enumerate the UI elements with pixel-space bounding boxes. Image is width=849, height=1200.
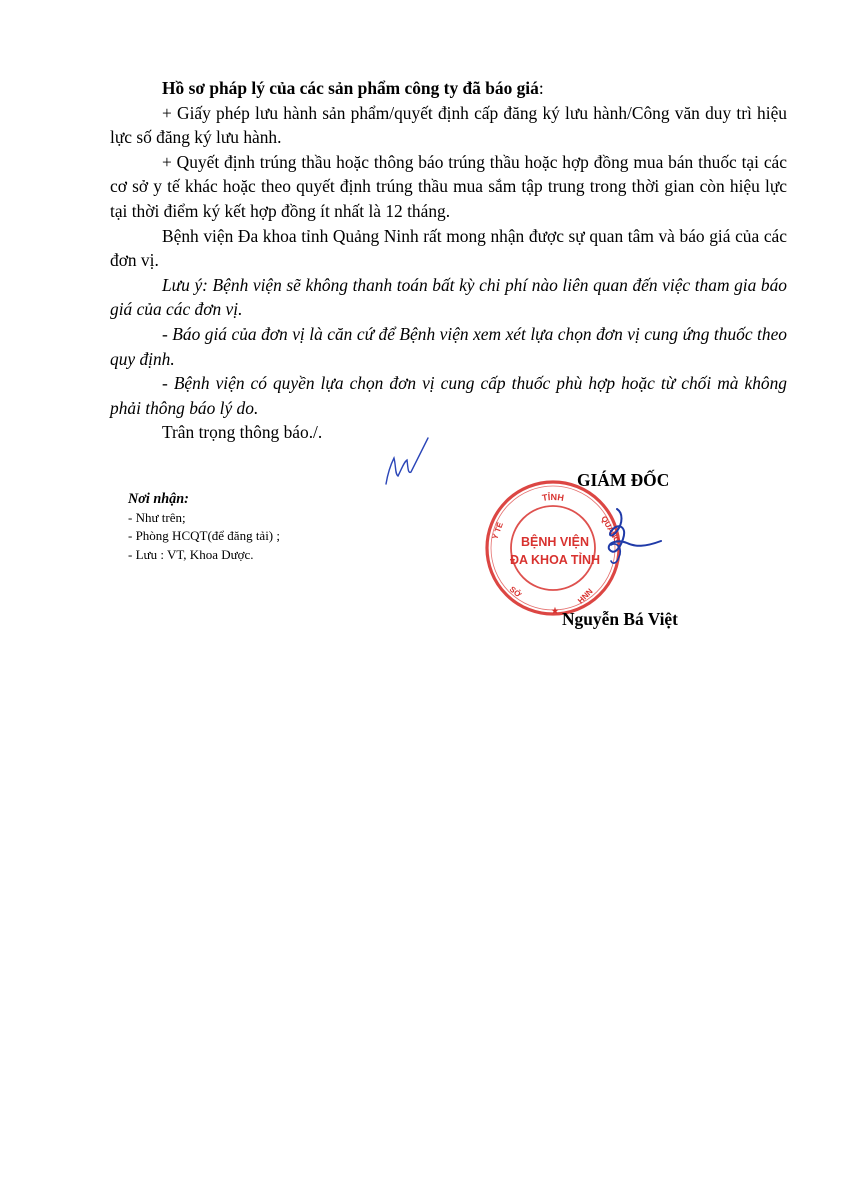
recipient-item: - Lưu : VT, Khoa Dược. <box>128 546 254 562</box>
heading-colon: : <box>538 78 544 98</box>
seal-ring-bottom-left: SỞ <box>507 584 523 600</box>
signer-title: GIÁM ĐỐC <box>577 470 670 490</box>
initial-signature-icon <box>380 432 432 490</box>
seal-ring-left: Y TẾ <box>490 521 505 541</box>
heading-text: Hồ sơ pháp lý của các sản phẩm công ty đã báo giá <box>162 78 539 98</box>
signer-name: Nguyễn Bá Việt <box>562 609 678 629</box>
paragraph-award-decision: + Quyết định trúng thầu hoặc thông báo trúng thầu hoặc hợp đồng mua bán thuốc tại các cơ sở y tế khác hoặc theo quyết định trúng thầu mua sắm tập trung trong thời gian còn hiệu lực tại thời điểm ký kết hợp đồng ít nhất là 12 tháng. <box>110 151 787 221</box>
note-quote-basis: - Báo giá của đơn vị là căn cứ để Bệnh viện xem xét lựa chọn đơn vị cung ứng thuốc theo quy định. <box>110 323 787 369</box>
paragraph-license: + Giấy phép lưu hành sản phẩm/quyết định cấp đăng ký lưu hành/Công văn duy trì hiệu lực số đăng ký lưu hành. <box>110 102 787 148</box>
note-no-payment: Lưu ý: Bệnh viện sẽ không thanh toán bất kỳ chi phí nào liên quan đến việc tham gia báo giá của các đơn vị. <box>110 274 787 320</box>
recipients-title: Nơi nhận: <box>128 491 189 507</box>
seal-center-line-2: ĐA KHOA TỈNH <box>509 553 601 567</box>
note-right-to-select: - Bệnh viện có quyền lựa chọn đơn vị cung cấp thuốc phù hợp hoặc từ chối mà không phải thông báo lý do. <box>110 373 787 418</box>
recipient-item: - Như trên; <box>128 509 186 525</box>
seal-ring-top: TỈNH <box>541 491 565 504</box>
seal-center-line-1: BỆNH VIỆN <box>520 535 590 549</box>
seal-star-icon: ★ <box>550 606 560 617</box>
heading-paragraph <box>110 76 787 101</box>
paragraph-hospital-request: Bệnh viện Đa khoa tỉnh Quảng Ninh rất mong nhận được sự quan tâm và báo giá của các đơn vị. <box>110 225 787 271</box>
seal-ring-right: QUẢNG <box>599 514 622 545</box>
handwritten-signature-icon <box>583 505 665 573</box>
seal-ring-bottom-right: HNN <box>576 586 595 606</box>
closing-line: Trân trọng thông báo./. <box>162 422 323 443</box>
recipients-block <box>128 490 388 564</box>
legal-docs-heading <box>162 78 544 98</box>
recipient-item: - Phòng HCQT(để đăng tải) ; <box>128 528 281 544</box>
document-body <box>110 76 787 445</box>
